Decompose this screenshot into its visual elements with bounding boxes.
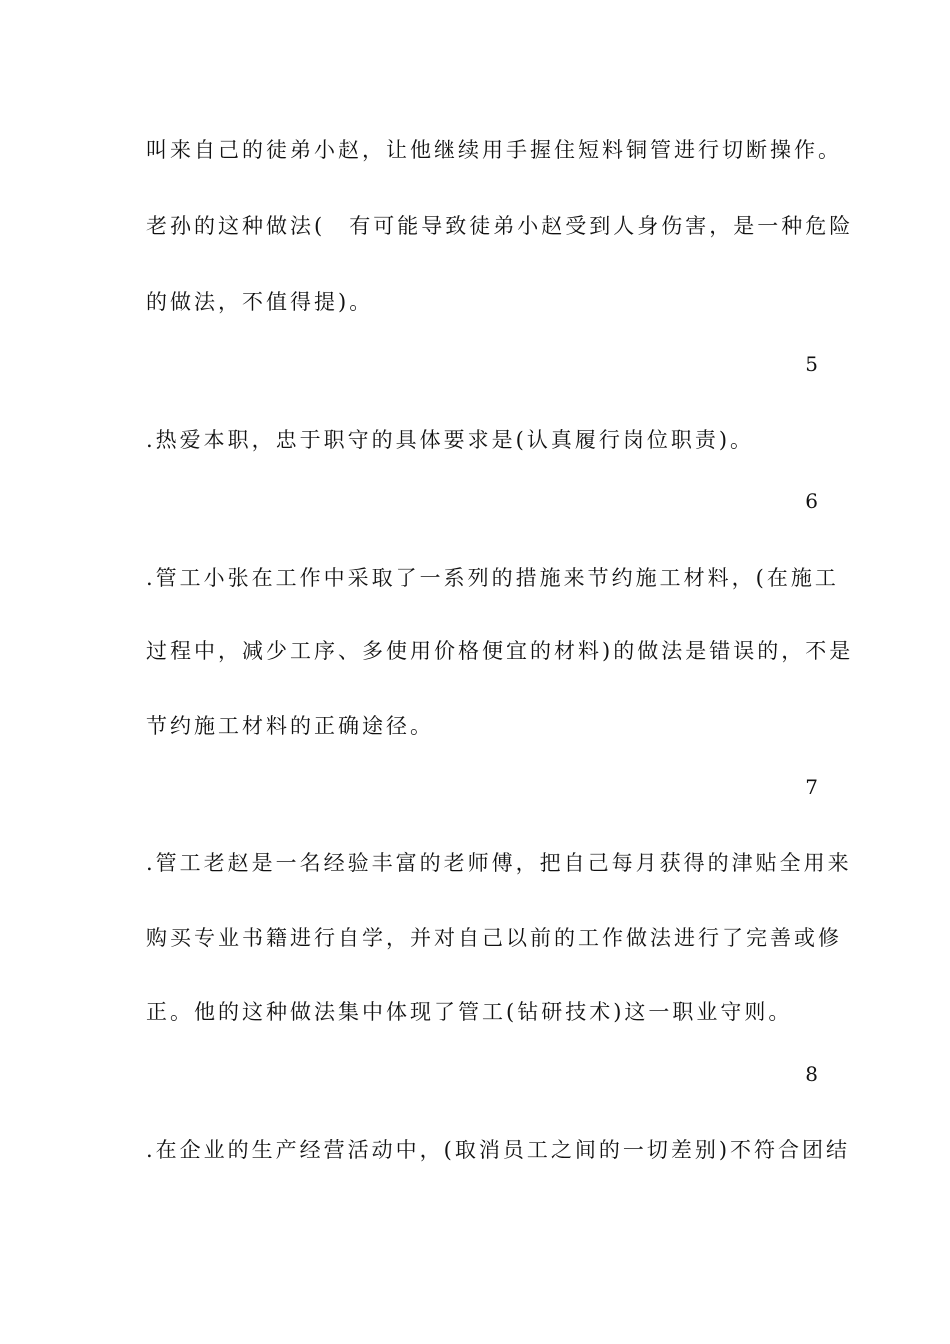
text-line: 的做法，不值得提)。 bbox=[146, 290, 374, 314]
text-line: 叫来自己的徒弟小赵，让他继续用手握住短料铜管进行切断操作。 bbox=[146, 138, 842, 162]
item-number: 5 bbox=[805, 352, 818, 376]
text-line: 正。他的这种做法集中体现了管工(钻研技术)这一职业守则。 bbox=[146, 1000, 793, 1024]
text-line: 购买专业书籍进行自学，并对自己以前的工作做法进行了完善或修 bbox=[146, 926, 842, 950]
text-line: .在企业的生产经营活动中，(取消员工之间的一切差别)不符合团结 bbox=[146, 1138, 851, 1162]
text-line: .管工老赵是一名经验丰富的老师傅，把自己每月获得的津贴全用来 bbox=[146, 851, 852, 875]
text-line: 节约施工材料的正确途径。 bbox=[146, 714, 434, 738]
text-line: 过程中，减少工序、多使用价格便宜的材料)的做法是错误的，不是 bbox=[146, 639, 854, 663]
text-line: .热爱本职，忠于职守的具体要求是(认真履行岗位职责)。 bbox=[146, 428, 755, 452]
item-number: 6 bbox=[805, 489, 818, 513]
item-number: 8 bbox=[805, 1062, 818, 1086]
item-number: 7 bbox=[805, 775, 818, 799]
text-line: .管工小张在工作中采取了一系列的措施来节约施工材料，(在施工 bbox=[146, 566, 839, 590]
text-line: 老孙的这种做法( 有可能导致徒弟小赵受到人身伤害，是一种危险 bbox=[146, 214, 854, 238]
